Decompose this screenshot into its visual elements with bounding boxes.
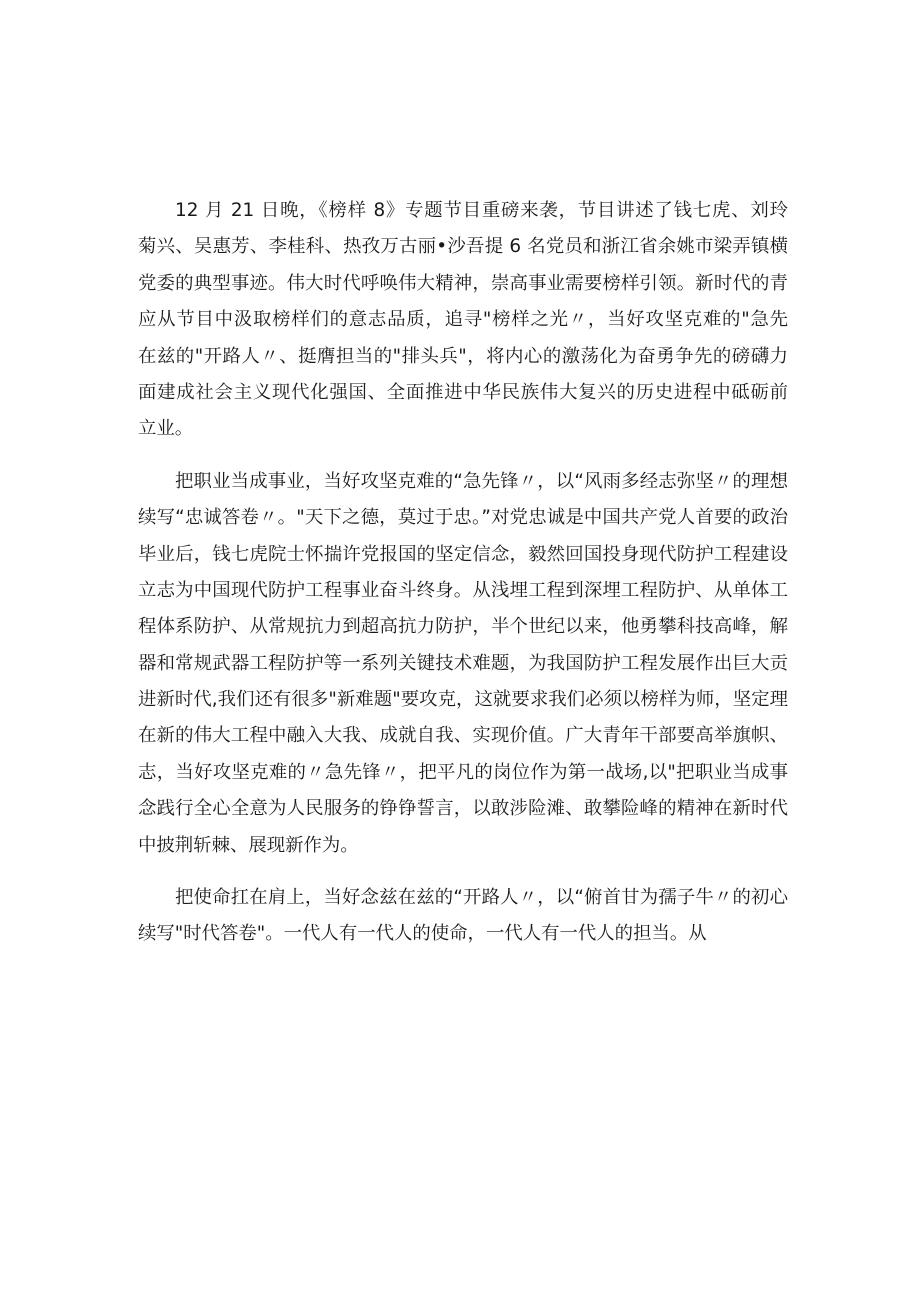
paragraph-line: 续写“忠诚答卷〃。"天下之德，莫过于忠。”对党忠诚是中国共产党人首要的政治	[138, 507, 788, 529]
paragraph-line: 在兹的"开路人〃、挺膺担当的"排头兵"，将内心的激荡化为奋勇争先的磅礴力	[138, 345, 788, 367]
paragraph-line: 毕业后，钱七虎院士怀揣许党报国的坚定信念，毅然回国投身现代防护工程建设	[138, 543, 788, 565]
paragraph-line: 党委的典型事迹。伟大时代呼唤伟大精神，崇高事业需要榜样引领。新时代的青	[138, 272, 788, 294]
paragraph-line: 把职业当成事业，当好攻坚克难的“急先锋〃，以“风雨多经志弥坚〃的理想	[175, 470, 788, 492]
paragraph-3	[138, 880, 788, 953]
paragraph-line: 把使命扛在肩上，当好念兹在兹的“开路人〃，以“俯首甘为孺子牛〃的初心	[175, 887, 788, 909]
paragraph-line: 菊兴、吴惠芳、李桂科、热孜万古丽•沙吾提 6 名党员和浙江省余姚市梁弄镇横	[138, 236, 788, 258]
paragraph-line: 应从节目中汲取榜样们的意志品质，追寻"榜样之光〃，当好攻坚克难的"急先	[138, 309, 788, 331]
paragraph-line: 立志为中国现代防护工程事业奋斗终身。从浅埋工程到深埋工程防护、从单体工	[138, 579, 788, 601]
document-body	[138, 193, 788, 953]
paragraph-line: 进新时代,我们还有很多"新难题"要攻克，这就要求我们必须以榜样为师，坚定理	[138, 689, 788, 711]
paragraph-line: 程体系防护、从常规抗力到超高抗力防护，半个世纪以来，他勇攀科技高峰，解	[138, 616, 788, 638]
paragraph-line: 志，当好攻坚克难的〃急先锋〃，把平凡的岗位作为第一战场,以"把职业当成事	[138, 761, 788, 783]
paragraph-line: 中披荆斩棘、展现新作为。	[138, 834, 359, 856]
paragraph-line: 面建成社会主义现代化强国、全面推进中华民族伟大复兴的历史进程中砥砺前	[138, 381, 788, 403]
paragraph-line: 立业。	[138, 418, 194, 440]
paragraph-2	[138, 464, 788, 864]
paragraph-line: 续写"时代答卷"。一代人有一代人的使命，一代人有一代人的担当。从	[138, 923, 707, 945]
paragraph-line: 在新的伟大工程中融入大我、成就自我、实现价值。广大青年干部要高举旗帜、	[138, 725, 788, 747]
paragraph-line: 器和常规武器工程防护等一系列关键技术难题，为我国防护工程发展作出巨大贡	[138, 652, 788, 674]
paragraph-line: 12 月 21 日晚，《榜样 8》专题节目重磅来袭，节目讲述了钱七虎、刘玲	[175, 200, 788, 221]
paragraph-1	[138, 193, 788, 448]
paragraph-line: 念践行全心全意为人民服务的铮铮誓言，以敢涉险滩、敢攀险峰的精神在新时代	[138, 798, 788, 820]
